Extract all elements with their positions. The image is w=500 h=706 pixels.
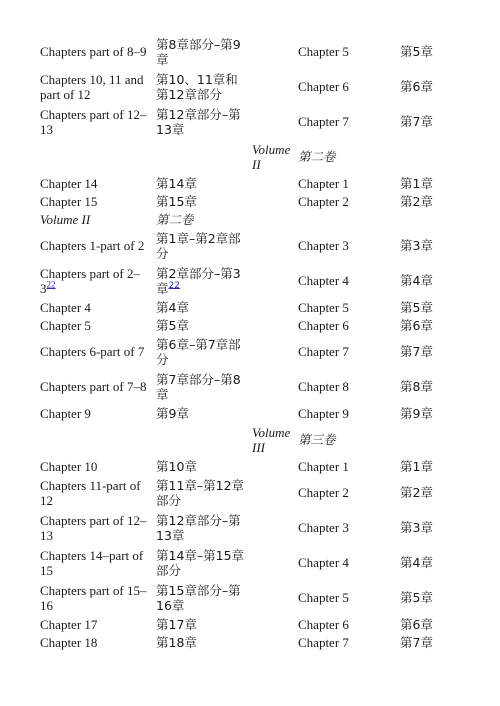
target-chapter-cn-text: 第3章 [400, 238, 433, 253]
table-row [38, 334, 458, 369]
volume-label-cell [250, 104, 296, 139]
volume-label-cell [250, 263, 296, 298]
source-chapter-cn-text: 第2章部分–第3章 [156, 265, 241, 296]
volume-label-cell [250, 316, 296, 334]
target-chapter-cn-text: 第9章 [400, 405, 433, 421]
target-chapter-cn-text: 第3章 [400, 520, 433, 535]
target-chapter-cn-cell [398, 369, 458, 404]
target-chapter-cn-cell [398, 334, 458, 369]
table-body [38, 34, 458, 651]
source-chapter-text: Chapters part of 2–3 [40, 265, 141, 296]
table-row [38, 510, 458, 545]
table-row [38, 615, 458, 633]
source-chapter-cell [38, 263, 154, 298]
target-chapter-cn-text: 第2章 [400, 485, 433, 500]
target-chapter-text: Chapter 5 [298, 299, 349, 315]
source-chapter-cn-cell [154, 580, 250, 615]
target-chapter-cn-cell [398, 192, 458, 210]
volume-label-cell [250, 174, 296, 192]
source-chapter-cn-cell [154, 104, 250, 139]
source-chapter-text: Chapters 1-part of 2 [40, 238, 145, 253]
target-chapter-cell [296, 174, 398, 192]
target-chapter-cell [296, 545, 398, 580]
target-chapter-cell [296, 298, 398, 316]
source-chapter-text: Chapter 4 [40, 299, 91, 315]
footnote-link[interactable]: 22 [46, 279, 56, 290]
source-chapter-cn-text: 第6章–第7章部分 [156, 336, 241, 367]
source-chapter-cn-cell [154, 69, 250, 104]
volume-label-cell [250, 228, 296, 263]
source-chapter-cn-text: 第18章 [156, 634, 197, 650]
volume-label-cell [250, 545, 296, 580]
target-chapter-text: Chapter 8 [298, 379, 349, 394]
source-chapter-cell [38, 139, 154, 174]
source-chapter-cn-text: 第8章部分–第9章 [156, 36, 241, 67]
target-chapter-text: Chapter 5 [298, 590, 349, 605]
table-row [38, 475, 458, 510]
table-row [38, 580, 458, 615]
target-chapter-text: Chapter 4 [298, 273, 349, 288]
target-chapter-cn-text: 第7章 [400, 634, 433, 650]
source-chapter-cn-cell [154, 174, 250, 192]
source-chapter-cell [38, 510, 154, 545]
target-chapter-cn-text: 第6章 [400, 79, 433, 94]
volume-label-cell [250, 192, 296, 210]
source-chapter-cn-cell [154, 404, 250, 422]
volume-label-cell [250, 139, 296, 174]
table-row [38, 404, 458, 422]
target-chapter-cell [296, 104, 398, 139]
source-chapter-text: Chapters 14–part of 15 [40, 547, 144, 578]
volume-label-cell [250, 580, 296, 615]
target-chapter-cn-text: 第1章 [400, 175, 433, 191]
source-chapter-cn-cell [154, 510, 250, 545]
target-chapter-cn-text: 第4章 [400, 555, 433, 570]
source-chapter-cn-cell [154, 334, 250, 369]
source-chapter-text: Chapters part of 12–13 [40, 106, 147, 137]
volume-label-cell [250, 422, 296, 457]
source-chapter-cell [38, 580, 154, 615]
target-chapter-cell [296, 369, 398, 404]
target-chapter-cell [296, 422, 398, 457]
table-row [38, 457, 458, 475]
source-chapter-text: Chapter 15 [40, 193, 98, 209]
target-chapter-cell [296, 316, 398, 334]
target-chapter-cn-cell [398, 457, 458, 475]
target-chapter-cell [296, 633, 398, 651]
target-chapter-cell [296, 69, 398, 104]
source-chapter-cell [38, 369, 154, 404]
source-chapter-cell [38, 615, 154, 633]
source-chapter-cn-text: 第17章 [156, 616, 197, 632]
source-chapter-cn-text: 第10章 [156, 458, 197, 474]
volume-label-cell [250, 210, 296, 228]
source-chapter-cell [38, 404, 154, 422]
volume-label-cell [250, 475, 296, 510]
target-chapter-cell [296, 263, 398, 298]
volume-label-cell [250, 404, 296, 422]
source-chapter-cn-text: 第5章 [156, 317, 189, 333]
source-chapter-cell [38, 228, 154, 263]
source-chapter-cn-cell [154, 475, 250, 510]
source-chapter-cn-cell [154, 210, 250, 228]
source-chapter-cn-text: 第15章部分–第16章 [156, 582, 241, 613]
source-chapter-text: Chapter 18 [40, 634, 98, 650]
target-chapter-text: Chapter 6 [298, 616, 349, 632]
target-chapter-cn-cell [398, 633, 458, 651]
target-chapter-cn-text: 第2章 [400, 193, 433, 209]
source-chapter-cn-cell [154, 228, 250, 263]
target-chapter-cell [296, 615, 398, 633]
source-chapter-text: Volume II [40, 211, 91, 227]
source-chapter-text: Chapter 9 [40, 405, 91, 421]
volume-label-cell [250, 298, 296, 316]
table-row [38, 422, 458, 457]
table-row [38, 369, 458, 404]
target-chapter-cell [296, 210, 398, 228]
source-chapter-cn-cell [154, 139, 250, 174]
target-chapter-cell [296, 334, 398, 369]
volume-label-cell [250, 34, 296, 69]
source-chapter-cn-text: 第11章–第12章部分 [156, 477, 245, 508]
source-chapter-cell [38, 298, 154, 316]
table-row [38, 210, 458, 228]
source-chapter-cell [38, 174, 154, 192]
source-chapter-cn-text: 第二卷 [156, 211, 194, 227]
target-chapter-text: Chapter 1 [298, 175, 349, 191]
target-chapter-cell [296, 457, 398, 475]
target-chapter-cell [296, 404, 398, 422]
source-chapter-text: Chapters part of 12–13 [40, 512, 147, 543]
target-chapter-cn-cell [398, 34, 458, 69]
target-chapter-cell [296, 580, 398, 615]
source-chapter-text: Chapters 11-part of 12 [40, 477, 141, 508]
target-chapter-cn-text: 第8章 [400, 379, 433, 394]
target-chapter-cn-cell [398, 475, 458, 510]
source-chapter-text: Chapters 6-part of 7 [40, 344, 145, 359]
source-chapter-text: Chapters 10, 11 and part of 12 [40, 71, 144, 102]
table-row [38, 228, 458, 263]
volume-label-cell [250, 615, 296, 633]
source-chapter-text: Chapter 5 [40, 317, 91, 333]
table-row [38, 316, 458, 334]
volume-label-cell [250, 369, 296, 404]
source-chapter-cn-text: 第15章 [156, 193, 197, 209]
table-row [38, 34, 458, 69]
volume-label-cell [250, 69, 296, 104]
target-chapter-cn-cell [398, 139, 458, 174]
target-chapter-cn-text: 第5章 [400, 299, 433, 315]
source-chapter-text: Chapters part of 7–8 [40, 379, 147, 394]
source-chapter-cn-text: 第1章–第2章部分 [156, 230, 241, 261]
volume-label-text: Volume III [252, 424, 291, 455]
table-row [38, 545, 458, 580]
target-chapter-text: 第三卷 [298, 432, 336, 447]
source-chapter-cn-text: 第14章 [156, 175, 197, 191]
source-chapter-cell [38, 475, 154, 510]
target-chapter-text: Chapter 3 [298, 238, 349, 253]
target-chapter-text: Chapter 3 [298, 520, 349, 535]
source-chapter-cell [38, 545, 154, 580]
volume-label-text: Volume II [252, 141, 291, 172]
table-row [38, 139, 458, 174]
source-chapter-cn-cell [154, 316, 250, 334]
target-chapter-cn-cell [398, 263, 458, 298]
source-chapter-cell [38, 316, 154, 334]
target-chapter-cn-cell [398, 615, 458, 633]
target-chapter-cn-cell [398, 228, 458, 263]
footnote-link[interactable]: 22 [168, 280, 180, 291]
source-chapter-cn-cell [154, 34, 250, 69]
source-chapter-cell [38, 334, 154, 369]
source-chapter-cn-cell [154, 545, 250, 580]
volume-label-cell [250, 633, 296, 651]
table-row [38, 192, 458, 210]
source-chapter-cell [38, 457, 154, 475]
target-chapter-text: Chapter 4 [298, 555, 349, 570]
source-chapter-text: Chapter 14 [40, 175, 98, 191]
table-row [38, 69, 458, 104]
source-chapter-cn-text: 第12章部分–第13章 [156, 106, 241, 137]
source-chapter-cell [38, 104, 154, 139]
source-chapter-cn-text: 第9章 [156, 405, 189, 421]
target-chapter-text: Chapter 7 [298, 634, 349, 650]
source-chapter-text: Chapters part of 15–16 [40, 582, 147, 613]
target-chapter-cn-cell [398, 422, 458, 457]
target-chapter-cn-text: 第1章 [400, 458, 433, 474]
target-chapter-text: Chapter 6 [298, 317, 349, 333]
source-chapter-cell [38, 192, 154, 210]
target-chapter-cell [296, 475, 398, 510]
target-chapter-cn-cell [398, 580, 458, 615]
source-chapter-cell [38, 69, 154, 104]
target-chapter-cn-text: 第5章 [400, 44, 433, 59]
source-chapter-cn-cell [154, 633, 250, 651]
volume-label-cell [250, 457, 296, 475]
target-chapter-cn-cell [398, 69, 458, 104]
table-row [38, 104, 458, 139]
source-chapter-cell [38, 633, 154, 651]
table-row [38, 633, 458, 651]
target-chapter-cn-cell [398, 210, 458, 228]
source-chapter-cell [38, 422, 154, 457]
target-chapter-text: Chapter 7 [298, 344, 349, 359]
source-chapter-cn-text: 第7章部分–第8章 [156, 371, 241, 402]
source-chapter-cn-text: 第14章–第15章部分 [156, 547, 245, 578]
target-chapter-cn-text: 第4章 [400, 273, 433, 288]
source-chapter-cn-text: 第12章部分–第13章 [156, 512, 241, 543]
target-chapter-cn-text: 第6章 [400, 616, 433, 632]
source-chapter-cell [38, 210, 154, 228]
table-row [38, 298, 458, 316]
source-chapter-text: Chapters part of 8–9 [40, 44, 147, 59]
source-chapter-cn-cell [154, 192, 250, 210]
target-chapter-text: Chapter 5 [298, 44, 349, 59]
target-chapter-text: Chapter 6 [298, 79, 349, 94]
source-chapter-cn-text: 第10、11章和第12章部分 [156, 71, 238, 102]
target-chapter-text: 第二卷 [298, 149, 336, 164]
target-chapter-cell [296, 228, 398, 263]
target-chapter-cell [296, 139, 398, 174]
source-chapter-cn-cell [154, 457, 250, 475]
table-row [38, 174, 458, 192]
source-chapter-cell [38, 34, 154, 69]
table-row [38, 263, 458, 298]
source-chapter-cn-cell [154, 369, 250, 404]
target-chapter-text: Chapter 2 [298, 485, 349, 500]
source-chapter-cn-text: 第4章 [156, 299, 189, 315]
target-chapter-cn-cell [398, 404, 458, 422]
target-chapter-text: Chapter 1 [298, 458, 349, 474]
target-chapter-cn-cell [398, 510, 458, 545]
source-chapter-cn-cell [154, 263, 250, 298]
chapter-correspondence-table [38, 34, 458, 651]
target-chapter-text: Chapter 2 [298, 193, 349, 209]
target-chapter-cn-text: 第7章 [400, 344, 433, 359]
target-chapter-cn-text: 第5章 [400, 590, 433, 605]
source-chapter-text: Chapter 17 [40, 616, 98, 632]
target-chapter-cell [296, 192, 398, 210]
target-chapter-text: Chapter 7 [298, 114, 349, 129]
target-chapter-cn-cell [398, 545, 458, 580]
target-chapter-cn-cell [398, 104, 458, 139]
target-chapter-text: Chapter 9 [298, 405, 349, 421]
source-chapter-text: Chapter 10 [40, 458, 98, 474]
target-chapter-cn-cell [398, 298, 458, 316]
source-chapter-cn-cell [154, 422, 250, 457]
target-chapter-cn-cell [398, 174, 458, 192]
target-chapter-cn-text: 第7章 [400, 114, 433, 129]
source-chapter-cn-cell [154, 298, 250, 316]
target-chapter-cn-cell [398, 316, 458, 334]
target-chapter-cell [296, 34, 398, 69]
volume-label-cell [250, 334, 296, 369]
source-chapter-cn-cell [154, 615, 250, 633]
volume-label-cell [250, 510, 296, 545]
target-chapter-cell [296, 510, 398, 545]
target-chapter-cn-text: 第6章 [400, 317, 433, 333]
